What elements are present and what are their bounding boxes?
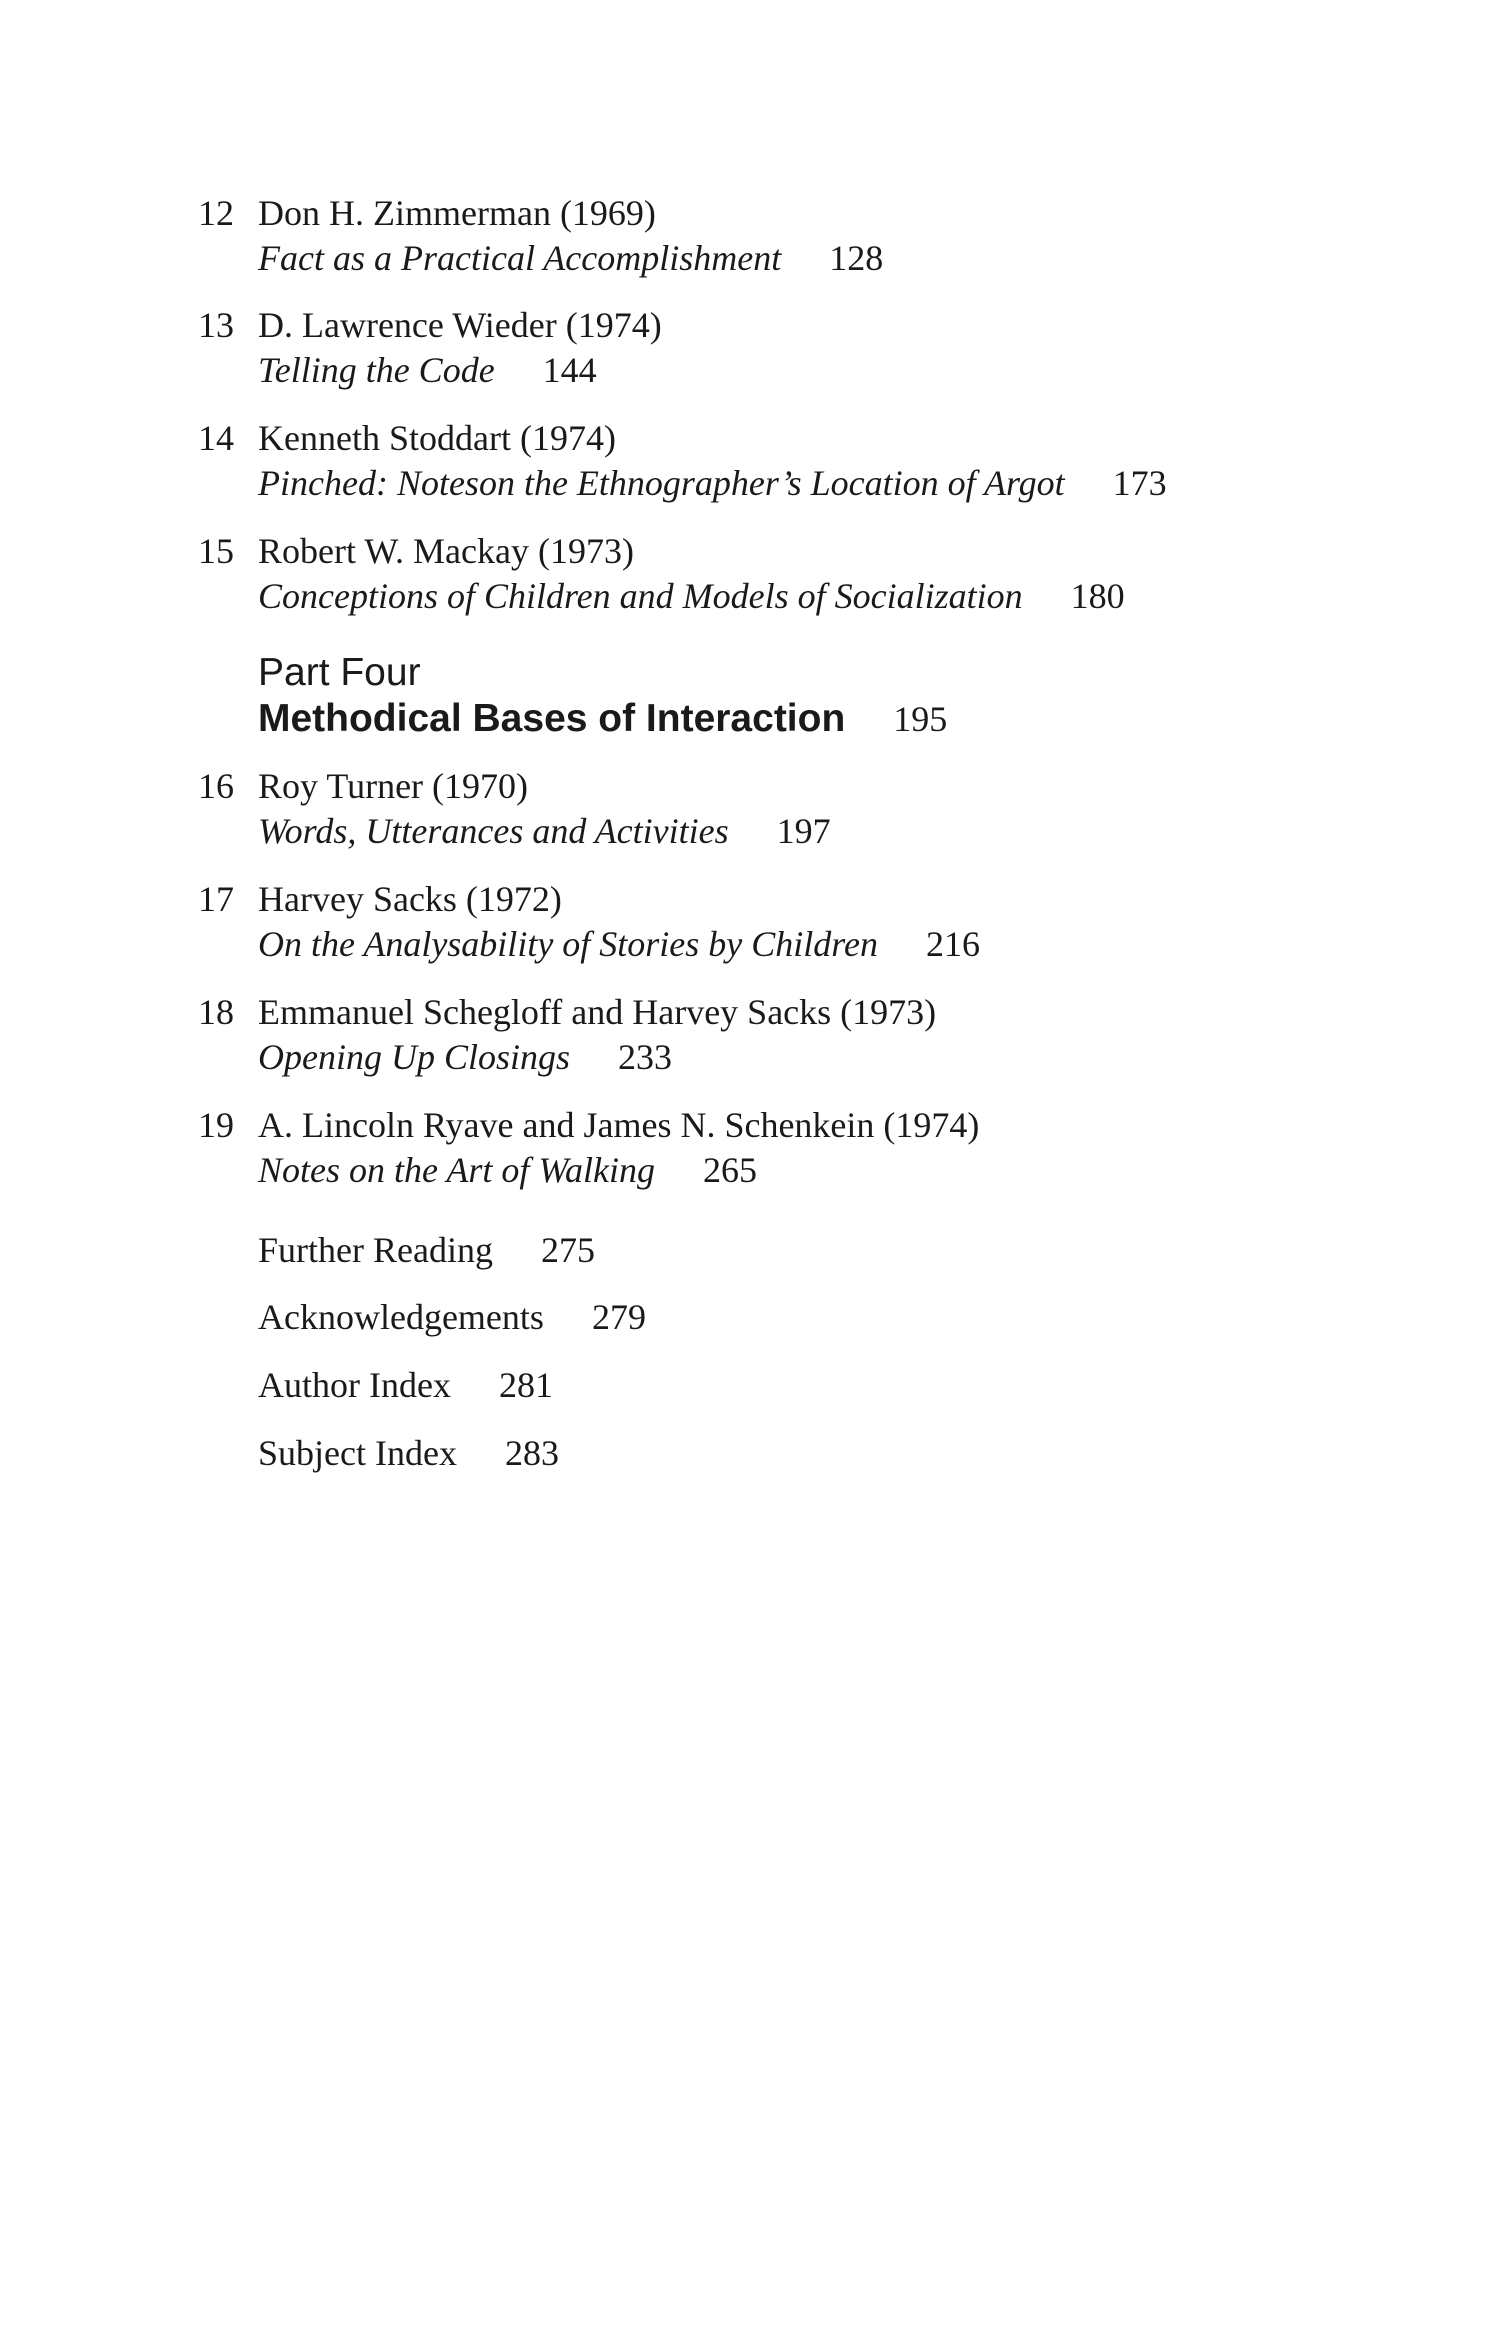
- chapter-title-line: [258, 348, 597, 393]
- chapter-title-line: [258, 236, 883, 281]
- back-matter-label: Acknowledgements: [258, 1297, 544, 1337]
- chapter-page: 233: [618, 1037, 673, 1077]
- chapter-page: 197: [776, 811, 831, 851]
- chapter-title-line: [258, 461, 1167, 506]
- chapter-page: 216: [925, 924, 980, 964]
- part-page: 195: [893, 699, 948, 739]
- back-matter-page: 275: [540, 1230, 595, 1270]
- chapter-title: Opening Up Closings: [258, 1037, 571, 1077]
- chapter-title: Words, Utterances and Activities: [258, 811, 729, 851]
- chapter-author: Roy Turner (1970): [258, 766, 529, 806]
- chapter-title-line: [258, 1035, 672, 1080]
- back-matter-author-index: [258, 1363, 553, 1408]
- part-title-line: [258, 696, 1358, 750]
- chapter-title: Fact as a Practical Accomplishment: [258, 238, 782, 278]
- part-label: Part Four: [258, 651, 421, 694]
- chapter-number: 19: [198, 1105, 234, 1145]
- back-matter-label: Subject Index: [258, 1433, 457, 1473]
- back-matter-further-reading: [258, 1228, 595, 1273]
- chapter-page: 144: [542, 350, 597, 390]
- chapter-author: Robert W. Mackay (1973): [258, 531, 634, 571]
- chapter-page: 265: [703, 1150, 758, 1190]
- chapter-author: A. Lincoln Ryave and James N. Schenkein (1974): [258, 1105, 980, 1145]
- chapter-author: Emmanuel Schegloff and Harvey Sacks (1973): [258, 992, 937, 1032]
- chapter-title: Conceptions of Children and Models of Socialization: [258, 576, 1023, 616]
- part-heading: [258, 650, 1358, 750]
- back-matter-acknowledgements: [258, 1295, 646, 1340]
- chapter-title-line: [258, 809, 831, 854]
- chapter-page: 180: [1070, 576, 1125, 616]
- back-matter-page: 279: [591, 1297, 646, 1337]
- chapter-author: D. Lawrence Wieder (1974): [258, 305, 662, 345]
- chapter-title: On the Analysability of Stories by Children: [258, 924, 878, 964]
- back-matter-label: Author Index: [258, 1365, 451, 1405]
- chapter-author: Don H. Zimmerman (1969): [258, 193, 656, 233]
- back-matter-page: 281: [498, 1365, 553, 1405]
- chapter-number: 13: [198, 305, 234, 345]
- back-matter-subject-index: [258, 1431, 559, 1476]
- chapter-number: 14: [198, 418, 234, 458]
- chapter-number: 17: [198, 879, 234, 919]
- chapter-number: 15: [198, 531, 234, 571]
- back-matter-label: Further Reading: [258, 1230, 493, 1270]
- chapter-title-line: [258, 574, 1125, 619]
- chapter-title-line: [258, 1148, 757, 1193]
- chapter-page: 173: [1112, 463, 1167, 503]
- part-title: Methodical Bases of Interaction: [258, 697, 846, 740]
- back-matter-page: 283: [504, 1433, 559, 1473]
- chapter-author: Harvey Sacks (1972): [258, 879, 562, 919]
- chapter-number: 16: [198, 766, 234, 806]
- chapter-title: Pinched: Noteson the Ethnographer’s Location of Argot: [258, 463, 1065, 503]
- chapter-author: Kenneth Stoddart (1974): [258, 418, 616, 458]
- chapter-title: Telling the Code: [258, 350, 495, 390]
- chapter-number: 18: [198, 992, 234, 1032]
- chapter-title-line: [258, 922, 980, 967]
- chapter-title: Notes on the Art of Walking: [258, 1150, 656, 1190]
- chapter-number: 12: [198, 193, 234, 233]
- chapter-page: 128: [829, 238, 884, 278]
